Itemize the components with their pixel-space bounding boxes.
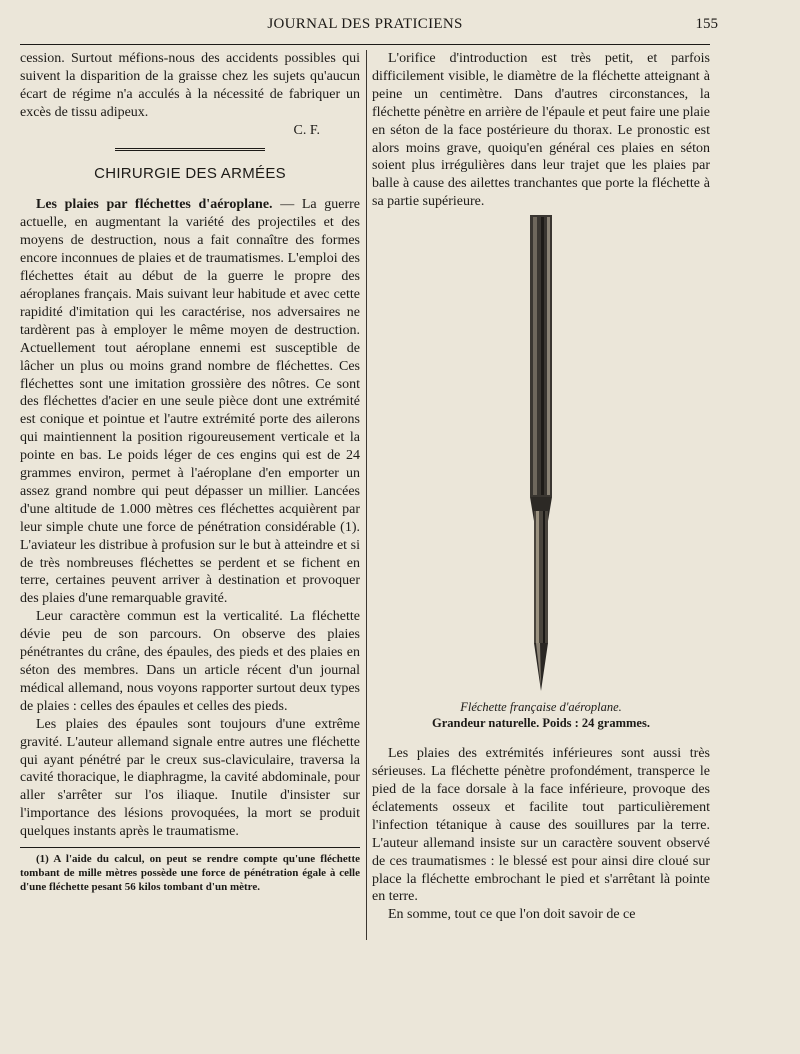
paragraph-shoulders: Les plaies des épaules sont toujours d'une extrême gravité. L'auteur allemand signale entre autres une fléchette qui ayant pénétré par le creux sus-claviculaire, traversa la cavité thoracique, le diaphragme, la cavité abdominale, pour aller s'arrêter sur l'os iliaque. Inutile d'insister sur l'importance des lésions provoquées, la mort se produit quelques instants après le traumatisme. <box>20 716 360 840</box>
flechette-figure <box>372 211 710 733</box>
header-rule <box>20 44 710 45</box>
figure-caption-title: Fléchette française d'aéroplane. <box>460 700 622 715</box>
left-column <box>20 50 360 894</box>
section-rule <box>115 148 265 151</box>
column-divider <box>366 50 367 940</box>
article-paragraph-text: — La guerre actuelle, en augmentant la variété des projectiles et des moyens de destruction, nous a fait connaître des formes encore inconnues de plaies et de traumatismes. L'emploi des fléchettes était au début de la guerre le propre des aéroplanes français. Mais suivant leur habitude et avec cette rapidité d'imitation qui les caractérise, nos adversaires ne tardèrent pas à employer le même moyen de destruction. Actuellement tout aéroplane ennemi est susceptible de lâcher un plus ou moins grand nombre de fléchettes. Ces fléchettes sont une imitation grossière des nôtres. Ce sont des fléchettes d'acier en une seule pièce dont une extrémité est conique et pointue et l'autre extrémité porte des ailerons qui maintiennent la position rigoureusement verticale et la pointe en bas. Le poids léger de ces engins qui est de 24 grammes environ, permet à l'aéroplane d'en emporter un assez grand nombre qui peut dépasser un millier. Lancées d'une altitude de 1.000 mètres ces fléchettes acquièrent par leur simple chute une force de pénétration considérable (1). L'aviateur les distribue à profusion sur le but à atteindre et si de très nombreuses fléchettes se perdent et se fichent en terre, certaines peuvent arriver à destination et provoquer des plaies d'une remarquable gravité. <box>20 197 361 607</box>
paragraph-lower-limbs: Les plaies des extrémités inférieures sont aussi très sérieuses. La fléchette pénètre profondément, transperce le pied de la face dorsale à la face inférieure, provoque des éclatements osseux et facilite tout particulièrement l'infection tétanique à cause des souillures par la terre. L'auteur allemand insiste sur un caractère souvent observé de ces traumatismes : le blessé est pour ainsi dire cloué sur place la fléchette embrochant le pied et s'arrêtant là pointe en terre. <box>372 746 710 905</box>
paragraph-verticality: Leur caractère commun est la verticalité. La fléchette dévie peu de son parcours. On observe des plaies pénétrantes du crâne, des épaules, des pieds et des plaies en séton des membres. Dans un article récent d'un journal médical allemand, nous voyons rapporter surtout deux types de plaies : celles des épaules et celles des pieds. <box>20 609 360 714</box>
journal-title: JOURNAL DES PRATICIENS <box>267 16 463 32</box>
flechette-illustration <box>524 211 558 693</box>
paragraph-entry-wound: L'orifice d'introduction est très petit, et parfois difficilement visible, le diamètre de la fléchette atteignant à peine un centimètre. Dans d'autres circonstances, la fléchette pénètre en arrière de l'épaule et peut faire une plaie en séton de la face postérieure du thorax. Le pronostic est alors moins grave, quoiqu'en général ces plaies en séton soient plus irrégulières dans leur trajet que les plaies par balle à cause des ailettes tranchantes que porte la fléchette à sa partie supérieure. <box>372 51 710 210</box>
running-head <box>20 14 718 44</box>
paragraph-conclusion: En somme, tout ce que l'on doit savoir de ce <box>388 907 636 923</box>
opening-paragraph: cession. Surtout méfions-nous des accidents possibles qui suivent la disparition de la graisse chez les sujets qu'aucun écart de régime n'a acculés à la nécessité de fabriquer un excès de tissu adipeux. <box>20 51 360 120</box>
figure-caption-detail: Grandeur naturelle. Poids : 24 grammes. <box>432 716 650 731</box>
footnote-rule <box>20 847 360 848</box>
article-paragraph <box>20 196 360 608</box>
conical-point <box>534 643 548 691</box>
article-title: Les plaies par fléchettes d'aéroplane. <box>36 197 273 213</box>
right-column <box>372 50 710 924</box>
section-title: CHIRURGIE DES ARMÉES <box>94 164 286 182</box>
page-number: 155 <box>695 16 718 32</box>
author-signature: C. F. <box>293 122 320 138</box>
footnote: (1) A l'aide du calcul, on peut se rendre compte qu'une fléchette tombant de mille mètres possède une force de pénétration égale à celle d'une fléchette pesant 56 kilos tombant d'un mètre. <box>20 853 360 894</box>
